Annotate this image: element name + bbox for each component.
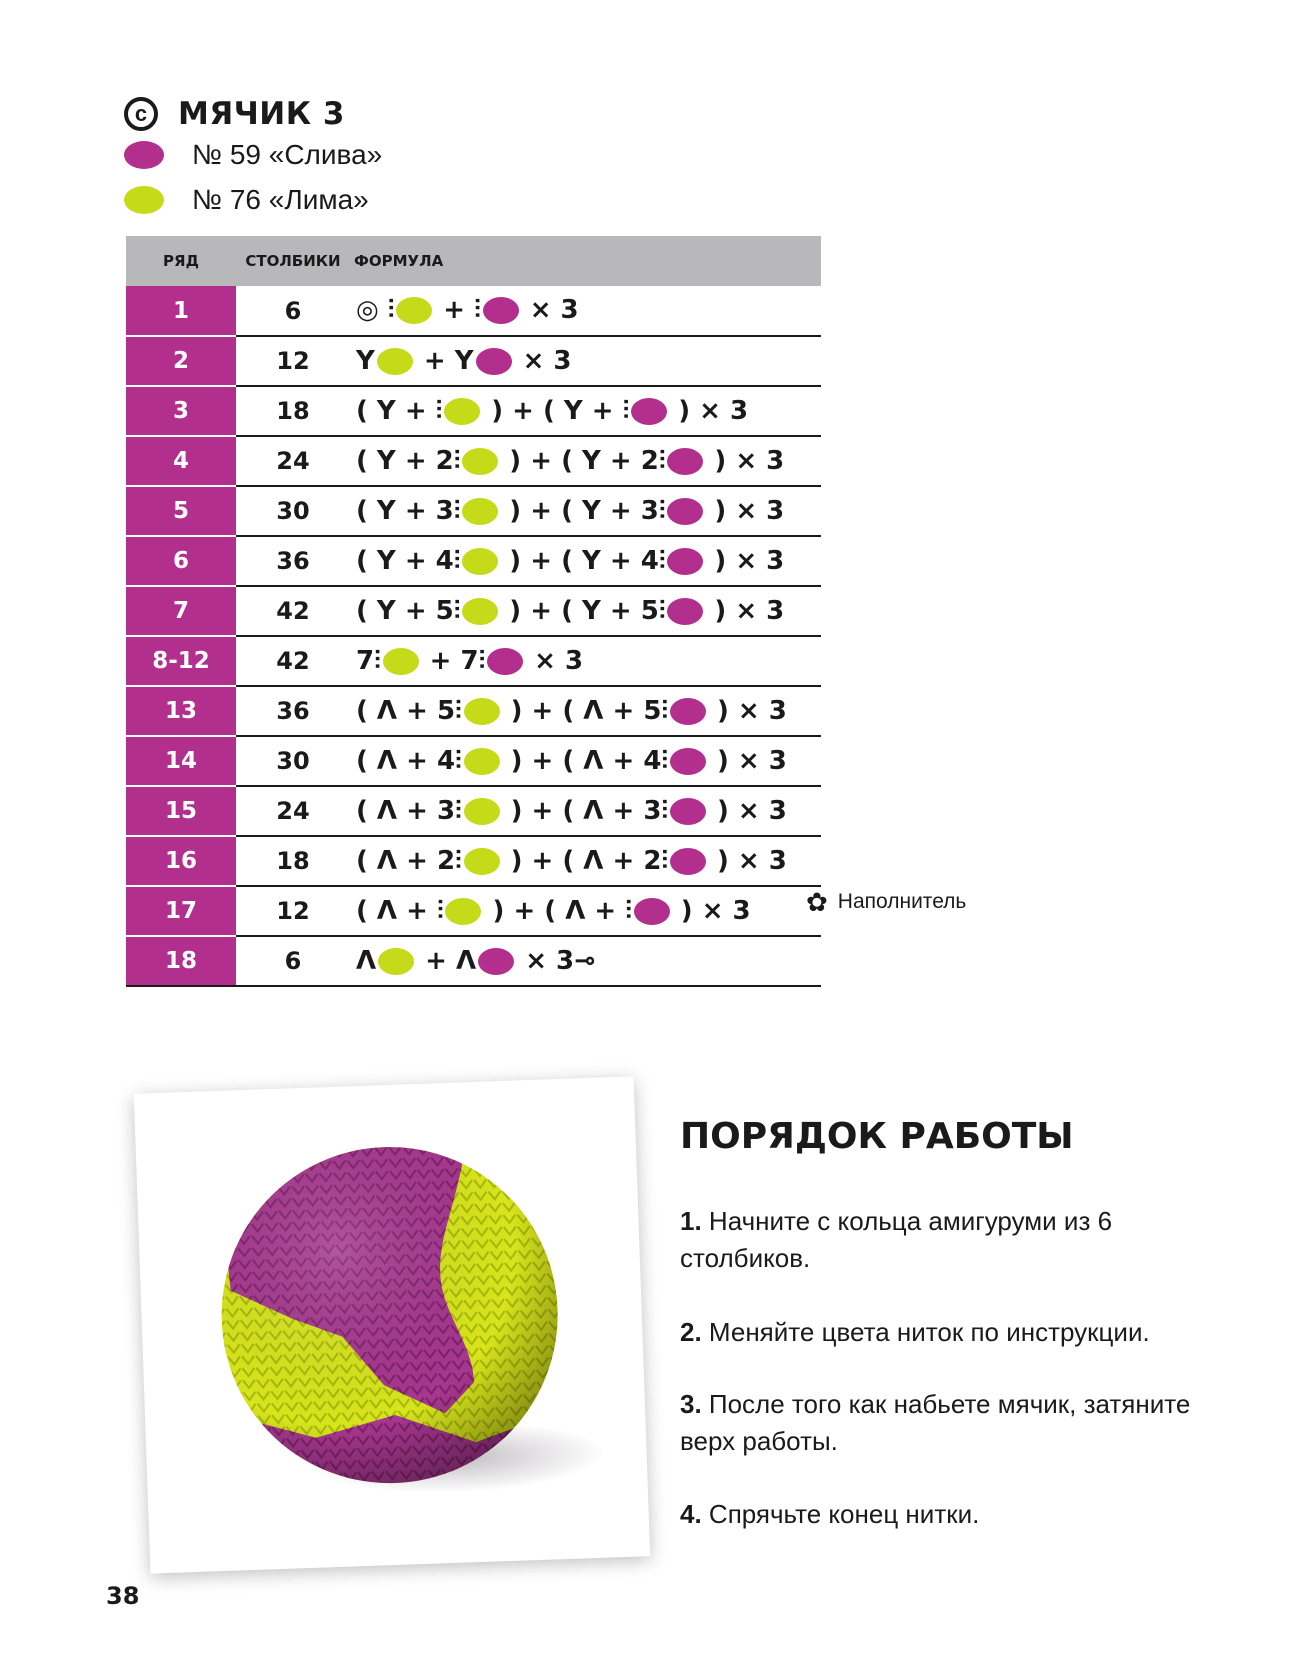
page-number: 38 bbox=[106, 1582, 140, 1610]
formula-text: ( Y + 2⫶ bbox=[356, 445, 461, 476]
filler-flower-icon: ✿ bbox=[806, 887, 828, 917]
table-row bbox=[126, 636, 821, 686]
formula-cell bbox=[350, 436, 821, 486]
table-row bbox=[126, 336, 821, 386]
stitch-count: 12 bbox=[236, 336, 350, 386]
formula-text: ) + ( Λ + 2⫶ bbox=[501, 845, 668, 876]
filler-note-text: Наполнитель bbox=[837, 890, 967, 913]
formula-cell bbox=[350, 686, 821, 736]
step-2 bbox=[680, 1314, 1220, 1351]
instructions-title: ПОРЯДОК РАБОТЫ bbox=[680, 1116, 1074, 1157]
formula-text: ) × 3 bbox=[669, 395, 749, 426]
formula-text: + ⫶ bbox=[434, 295, 481, 325]
plum-swatch-icon bbox=[476, 348, 512, 375]
lime-swatch-icon bbox=[464, 698, 500, 725]
formula-text: ) × 3 bbox=[705, 545, 785, 576]
step-3 bbox=[680, 1386, 1220, 1460]
formula-cell bbox=[350, 886, 821, 936]
formula-text: ) × 3 bbox=[705, 445, 785, 476]
stitch-count: 18 bbox=[236, 386, 350, 436]
formula-cell bbox=[350, 386, 821, 436]
formula-text: ( Λ + 4⫶ bbox=[356, 745, 462, 776]
step-1 bbox=[680, 1203, 1220, 1277]
step-number: 3. bbox=[680, 1389, 702, 1419]
table-row bbox=[126, 286, 821, 336]
row-number: 8-12 bbox=[126, 636, 236, 686]
formula-cell bbox=[350, 536, 821, 586]
row-number: 1 bbox=[126, 286, 236, 336]
formula-text: ) × 3 bbox=[705, 595, 785, 626]
lime-swatch-icon bbox=[464, 798, 500, 825]
row-number: 14 bbox=[126, 736, 236, 786]
row-number: 15 bbox=[126, 786, 236, 836]
formula-text: ) + ( Y + 5⫶ bbox=[500, 595, 666, 626]
yarn-item-lime bbox=[124, 184, 369, 216]
formula-text: Λ bbox=[356, 946, 377, 976]
pattern-header bbox=[124, 96, 345, 132]
table-row bbox=[126, 536, 821, 586]
stitch-count: 6 bbox=[236, 936, 350, 986]
plum-swatch-icon bbox=[478, 948, 514, 975]
formula-text: ) + ( Λ + 3⫶ bbox=[501, 795, 668, 826]
row-number: 6 bbox=[126, 536, 236, 586]
formula-cell bbox=[350, 836, 821, 886]
table-header bbox=[126, 236, 821, 286]
formula-text: ( Y + 3⫶ bbox=[356, 495, 461, 526]
table-row bbox=[126, 386, 821, 436]
formula-text: ( Y + 4⫶ bbox=[356, 545, 461, 576]
formula-text: × 3 bbox=[520, 295, 579, 325]
formula-text: + 7⫶ bbox=[420, 645, 486, 676]
formula-text: 7⫶ bbox=[356, 645, 381, 676]
stitch-count: 36 bbox=[236, 686, 350, 736]
formula-text: ) + ( Λ + 5⫶ bbox=[501, 695, 668, 726]
formula-text: ) + ( Λ + ⫶ bbox=[483, 895, 632, 926]
lime-swatch-icon bbox=[445, 898, 481, 925]
stitch-count: 36 bbox=[236, 536, 350, 586]
formula-cell bbox=[350, 786, 821, 836]
plum-swatch-icon bbox=[487, 648, 523, 675]
lime-swatch-icon bbox=[462, 498, 498, 525]
formula-text: ( Λ + 3⫶ bbox=[356, 795, 462, 826]
plum-swatch-icon bbox=[670, 698, 706, 725]
row-number: 17 bbox=[126, 886, 236, 936]
plum-swatch-icon bbox=[631, 398, 667, 425]
formula-cell bbox=[350, 736, 821, 786]
row-number: 7 bbox=[126, 586, 236, 636]
stitch-count: 30 bbox=[236, 736, 350, 786]
formula-text: ) × 3 bbox=[707, 745, 787, 776]
crochet-ball-photo bbox=[134, 1076, 650, 1573]
yarn-item-plum bbox=[124, 139, 382, 171]
table-row bbox=[126, 436, 821, 486]
stitch-count: 6 bbox=[236, 286, 350, 336]
plum-swatch-icon bbox=[124, 141, 164, 169]
lime-swatch-icon bbox=[444, 398, 480, 425]
lime-swatch-icon bbox=[462, 548, 498, 575]
header-formula: ФОРМУЛА bbox=[350, 236, 821, 286]
step-text: Начните с кольца амигуруми из 6 столбиков. bbox=[680, 1206, 1113, 1273]
lime-swatch-icon bbox=[377, 348, 413, 375]
lime-swatch-icon bbox=[462, 448, 498, 475]
stitch-count: 42 bbox=[236, 586, 350, 636]
formula-text: + Y bbox=[414, 346, 474, 376]
stitch-count: 18 bbox=[236, 836, 350, 886]
table-row bbox=[126, 486, 821, 536]
lime-swatch-icon bbox=[383, 648, 419, 675]
step-number: 2. bbox=[680, 1317, 702, 1347]
row-number: 2 bbox=[126, 336, 236, 386]
row-number: 16 bbox=[126, 836, 236, 886]
formula-text: ) + ( Y + ⫶ bbox=[482, 395, 630, 426]
formula-text: ) + ( Y + 4⫶ bbox=[500, 545, 666, 576]
stitch-count: 24 bbox=[236, 786, 350, 836]
plum-swatch-icon bbox=[667, 498, 703, 525]
table-row bbox=[126, 686, 821, 736]
formula-text: ( Λ + 2⫶ bbox=[356, 845, 462, 876]
formula-text: ) + ( Y + 2⫶ bbox=[500, 445, 666, 476]
step-4 bbox=[680, 1496, 1220, 1533]
stitch-count: 24 bbox=[236, 436, 350, 486]
plum-swatch-icon bbox=[634, 898, 670, 925]
table-row bbox=[126, 836, 821, 886]
lime-swatch-icon bbox=[462, 598, 498, 625]
formula-text: × 3 bbox=[525, 645, 584, 676]
row-number: 13 bbox=[126, 686, 236, 736]
plum-swatch-icon bbox=[667, 448, 703, 475]
formula-cell bbox=[350, 586, 821, 636]
formula-text: ) × 3 bbox=[707, 845, 787, 876]
formula-text: ( Λ + 5⫶ bbox=[356, 695, 462, 726]
table-row bbox=[126, 886, 821, 936]
formula-cell bbox=[350, 636, 821, 686]
row-number: 4 bbox=[126, 436, 236, 486]
formula-text: ) × 3 bbox=[707, 795, 787, 826]
lime-swatch-icon bbox=[464, 848, 500, 875]
formula-text: × 3 bbox=[513, 346, 572, 376]
step-number: 1. bbox=[680, 1206, 702, 1236]
formula-text: ( Y + 5⫶ bbox=[356, 595, 461, 626]
yarn-label: № 59 «Слива» bbox=[192, 139, 383, 170]
formula-text: ( Y + ⫶ bbox=[356, 395, 443, 426]
table-row bbox=[126, 786, 821, 836]
formula-text: ) + ( Λ + 4⫶ bbox=[501, 745, 668, 776]
step-number: 4. bbox=[680, 1499, 702, 1529]
formula-cell bbox=[350, 486, 821, 536]
plum-swatch-icon bbox=[667, 548, 703, 575]
plum-swatch-icon bbox=[670, 798, 706, 825]
lime-swatch-icon bbox=[378, 948, 414, 975]
formula-text: + Λ bbox=[416, 946, 477, 976]
plum-swatch-icon bbox=[670, 848, 706, 875]
formula-text: ◎ ⫶ bbox=[356, 295, 395, 325]
step-text: Спрячьте конец нитки. bbox=[701, 1499, 980, 1529]
formula-text: ) × 3 bbox=[671, 895, 751, 926]
pattern-table bbox=[126, 236, 821, 987]
formula-cell bbox=[350, 336, 821, 386]
row-number: 5 bbox=[126, 486, 236, 536]
table-row bbox=[126, 586, 821, 636]
lime-swatch-icon bbox=[396, 297, 432, 324]
filler-note bbox=[806, 889, 966, 915]
stitch-count: 42 bbox=[236, 636, 350, 686]
step-text: Меняйте цвета ниток по инструкции. bbox=[701, 1317, 1150, 1347]
formula-text: ) × 3 bbox=[707, 695, 787, 726]
row-number: 3 bbox=[126, 386, 236, 436]
crochet-ball-icon bbox=[134, 1076, 650, 1573]
formula-text: ) × 3 bbox=[705, 495, 785, 526]
copyright-icon: c bbox=[124, 97, 158, 131]
plum-swatch-icon bbox=[667, 598, 703, 625]
formula-text: Y bbox=[356, 346, 375, 376]
formula-text: × 3⊸ bbox=[516, 946, 596, 976]
formula-text: ) + ( Y + 3⫶ bbox=[500, 495, 666, 526]
formula-cell bbox=[350, 286, 821, 336]
stitch-count: 12 bbox=[236, 886, 350, 936]
lime-swatch-icon bbox=[124, 186, 164, 214]
yarn-label: № 76 «Лима» bbox=[192, 184, 369, 215]
step-text: После того как набьете мячик, затяните верх работы. bbox=[680, 1389, 1191, 1456]
header-stitches: СТОЛБИКИ bbox=[236, 236, 350, 286]
lime-swatch-icon bbox=[464, 748, 500, 775]
formula-text: ( Λ + ⫶ bbox=[356, 895, 444, 926]
formula-cell bbox=[350, 936, 821, 986]
table-row bbox=[126, 736, 821, 786]
table-row bbox=[126, 936, 821, 986]
plum-swatch-icon bbox=[670, 748, 706, 775]
plum-swatch-icon bbox=[483, 297, 519, 324]
header-row: РЯД bbox=[126, 236, 236, 286]
stitch-count: 30 bbox=[236, 486, 350, 536]
row-number: 18 bbox=[126, 936, 236, 986]
page-title: МЯЧИК 3 bbox=[178, 96, 345, 132]
